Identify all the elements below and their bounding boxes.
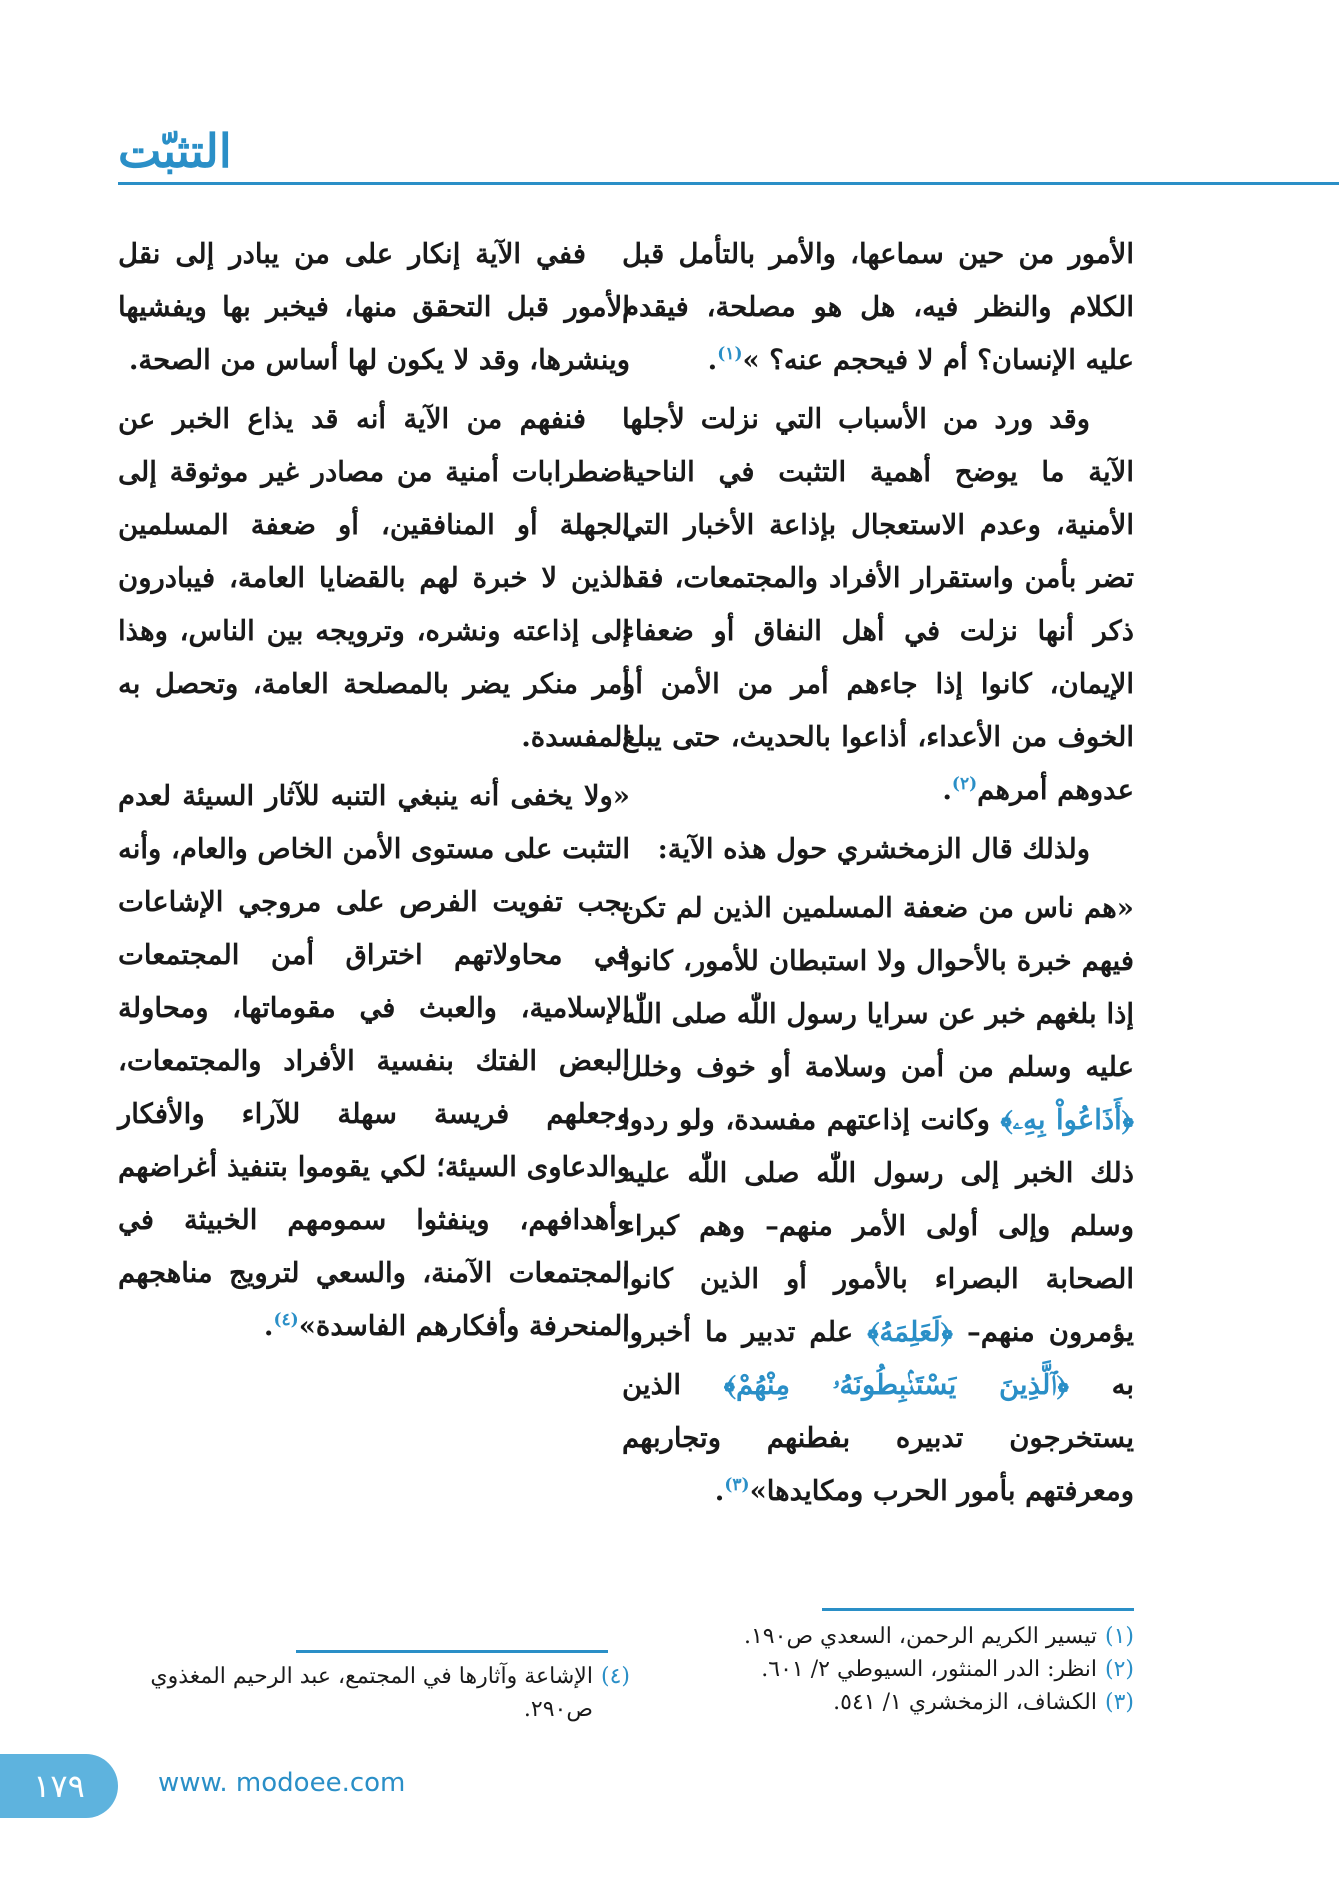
footnote-ref[interactable]: (١) <box>717 343 743 364</box>
quran-verse: ﴿ٱلَّذِينَ يَسْتَنۢبِطُونَهُۥ مِنْهُمْ﴾ <box>723 1369 1069 1401</box>
right-column <box>622 228 1134 1524</box>
paragraph: ولذلك قال الزمخشري حول هذه الآية: <box>657 833 1090 865</box>
page-number: ١٧٩ <box>33 1767 85 1805</box>
page-number-badge <box>0 1754 118 1818</box>
paragraph: الأمور من حين سماعها، والأمر بالتأمل قبل الكلام والنظر فيه، هل هو مصلحة، فيقدم عليه الإنسان؟ أم لا فيحجم عنه؟ »$^{(١)}$. <box>622 238 1134 376</box>
paragraph: فنفهم من الآية أنه قد يذاع الخبر عن اضطرابات أمنية من مصادر غير موثوقة إلى الجهلة أو المنافقين، أو ضعفة المسلمين الذين لا خبرة لهم بالقضايا العامة، فيبادرون إلى إذاعته ونشره، وترويجه بين الناس، وهذا أمر منكر يضر بالمصلحة العامة، وتحصل به المفسدة. <box>118 403 630 753</box>
footnotes-right <box>622 1620 1134 1719</box>
paragraph: وقد ورد من الأسباب التي نزلت لأجلها الآية ما يوضح أهمية التثبت في الناحية الأمنية، وعدم الاستعجال بإذاعة الأخبار التي تضر بأمن واستقرار الأفراد والمجتمعات، فقد ذكر أنها نزلت في أهل النفاق أو ضعفاء الإيمان، كانوا إذا جاءهم أمر من الأمن أو الخوف من الأعداء، أذاعوا بالحديث، حتى يبلغ عدوهم أمرهم$^{(٢)}$. <box>622 403 1134 806</box>
quran-verse: ﴿أَذَاعُواْ بِهِۦ﴾ <box>1000 1104 1134 1136</box>
footnote-ref[interactable]: (٣) <box>724 1474 750 1495</box>
quran-verse: ﴿لَعَلِمَهُ﴾ <box>867 1316 953 1348</box>
footnote: (٣) الكشاف، الزمخشري ١/ ٥٤١. <box>833 1690 1134 1715</box>
quote-paragraph: «هم ناس من ضعفة المسلمين الذين لم تكن فيهم خبرة بالأحوال ولا استبطان للأمور، كانوا إذا بلغهم خبر عن سرايا رسول اللّٰه صلى اللّٰه عليه وسلم من أمن وسلامة أو خوف وخلل ﴿أَذَاعُواْ بِهِۦ﴾ وكانت إذاعتهم مفسدة، ولو ردوا ذلك الخبر إلى رسول اللّٰه صلى اللّٰه عليه وسلم وإلى أولى الأمر منهم– وهم كبراء الصحابة البصراء بالأمور أو الذين كانوا يؤمرون منهم– ﴿لَعَلِمَهُ﴾ علم تدبير ما أخبروا به ﴿ٱلَّذِينَ يَسْتَنۢبِطُونَهُۥ مِنْهُمْ﴾ الذين يستخرجون تدبيره بفطنهم وتجاربهم ومعرفتهم بأمور الحرب ومكايدها»$^{(٣)}$. <box>622 892 1135 1507</box>
quote-paragraph: «ولا يخفى أنه ينبغي التنبه للآثار السيئة لعدم التثبت على مستوى الأمن الخاص والعام، وأنه يجب تفويت الفرص على مروجي الإشاعات في محاولاتهم اختراق أمن المجتمعات الإسلامية، والعبث في مقوماتها، ومحاولة البعض الفتك بنفسية الأفراد والمجتمعات، وجعلهم فريسة سهلة للآراء والأفكار والدعاوى السيئة؛ لكي يقوموا بتنفيذ أغراضهم وأهدافهم، وينفثوا سمومهم الخبيثة في المجتمعات الآمنة، والسعي لترويج مناهجهم المنحرفة وأفكارهم الفاسدة»$^{(٤)}$. <box>118 780 630 1342</box>
footnote-ref[interactable]: (٤) <box>273 1309 299 1330</box>
paragraph: ففي الآية إنكار على من يبادر إلى نقل الأمور قبل التحقق منها، فيخبر بها ويفشيها وينشرها، وقد لا يكون لها أساس من الصحة. <box>118 238 630 376</box>
footnotes-left <box>118 1660 630 1726</box>
page-title: التثبّت <box>118 124 232 178</box>
website-link[interactable]: www. modoee.com <box>158 1768 406 1798</box>
footnote: (٤) الإشاعة وآثارها في المجتمع، عبد الرحيم المغذوي ص٢٩٠. <box>150 1664 630 1722</box>
left-column <box>118 228 630 1359</box>
footnote: (٢) انظر: الدر المنثور، السيوطي ٢/ ٦٠١. <box>761 1657 1134 1682</box>
footnote-divider <box>822 1608 1134 1611</box>
footnote: (١) تيسير الكريم الرحمن، السعدي ص١٩٠. <box>743 1624 1134 1649</box>
footnote-divider <box>296 1650 608 1653</box>
header-rule <box>118 182 1339 185</box>
footnote-ref[interactable]: (٢) <box>951 773 978 794</box>
